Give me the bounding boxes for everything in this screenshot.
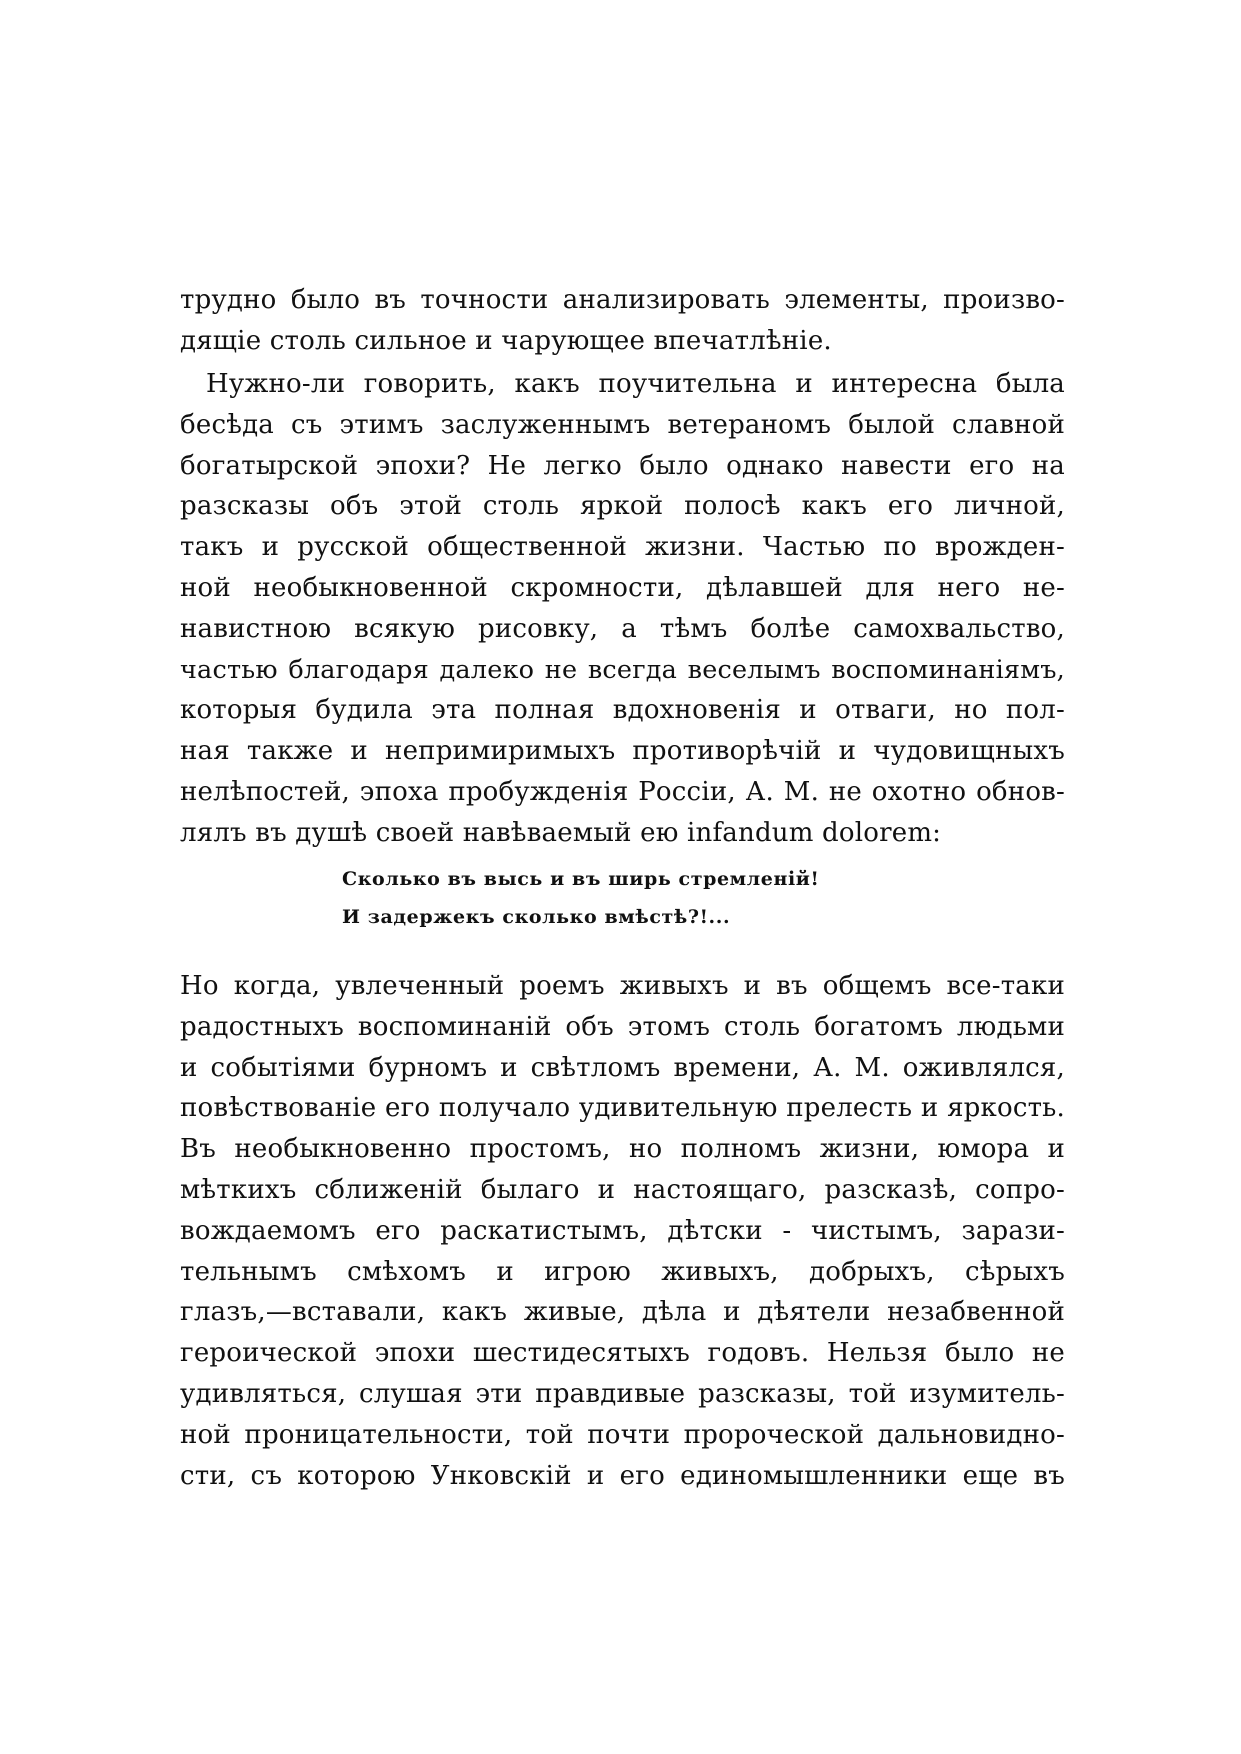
text-line: тельнымъ смѣхомъ и игрою живыхъ, добрыхъ, сѣрыхъ [180, 1256, 1065, 1287]
text-line: разсказы объ этой столь яркой полосѣ какъ его личной, [180, 491, 1065, 522]
text-line: сти, съ которою Унковскій и его единомышленники еще въ [180, 1460, 1065, 1491]
paragraph-2 [180, 364, 1065, 854]
text-line: навистною всякую рисовку, а тѣмъ болѣе самохвальство, [180, 613, 1065, 644]
text-line: и событіями бурномъ и свѣтломъ времени, А. М. оживлялся, [180, 1052, 1065, 1083]
text-line: ная также и непримиримыхъ противорѣчій и чудовищныхъ [180, 736, 1065, 767]
text-line: бесѣда съ этимъ заслуженнымъ ветераномъ былой славной [180, 409, 1065, 440]
verse-quote [342, 860, 902, 936]
text-line: нелѣпостей, эпоха пробужденія Россіи, А. М. не охотно обнов- [180, 776, 1065, 807]
text-line: лялъ въ душѣ своей навѣваемый ею infandum dolorem: [180, 817, 942, 848]
text-line: вождаемомъ его раскатистымъ, дѣтски - чистымъ, зарази- [180, 1215, 1065, 1246]
text-line: героической эпохи шестидесятыхъ годовъ. Нельзя было не [180, 1338, 1065, 1369]
text-line: радостныхъ воспоминаній объ этомъ столь богатомъ людьми [180, 1011, 1065, 1042]
text-line: такъ и русской общественной жизни. Частью по врожден- [180, 532, 1065, 563]
text-line: Нужно-ли говорить, какъ поучительна и интересна была [206, 369, 1065, 399]
verse-line: Сколько въ высь и въ ширь стремленій! [342, 868, 820, 890]
text-line: богатырской эпохи? Не легко было однако навести его на [180, 450, 1065, 481]
text-line: которыя будила эта полная вдохновенія и отваги, но пол- [180, 695, 1065, 726]
text-line: дящіе столь сильное и чарующее впечатлѣніе. [180, 325, 832, 356]
paragraph-3 [180, 966, 1065, 1496]
text-line: повѣствованіе его получало удивительную прелесть и яркость. [180, 1093, 1065, 1124]
text-line: глазъ,—вставали, какъ живые, дѣла и дѣятели незабвенной [180, 1297, 1065, 1328]
verse-line: И задержекъ сколько вмѣстѣ?!... [342, 906, 731, 928]
text-line: удивляться, слушая эти правдивые разсказы, той изумитель- [180, 1378, 1065, 1409]
text-line: мѣткихъ сближеній былаго и настоящаго, разсказѣ, сопро- [180, 1174, 1065, 1205]
paragraph-continued [180, 280, 1065, 362]
text-line: Но когда, увлеченный роемъ живыхъ и въ общемъ все-таки [180, 971, 1065, 1001]
text-line: трудно было въ точности анализировать элементы, произво- [180, 285, 1065, 315]
text-line: частью благодаря далеко не всегда веселымъ воспоминаніямъ, [180, 654, 1065, 685]
text-line: Въ необыкновенно простомъ, но полномъ жизни, юмора и [180, 1134, 1065, 1165]
text-line: ной необыкновенной скромности, дѣлавшей для него не- [180, 572, 1065, 603]
text-line: ной проницательности, той почти пророческой дальновидно- [180, 1419, 1065, 1450]
